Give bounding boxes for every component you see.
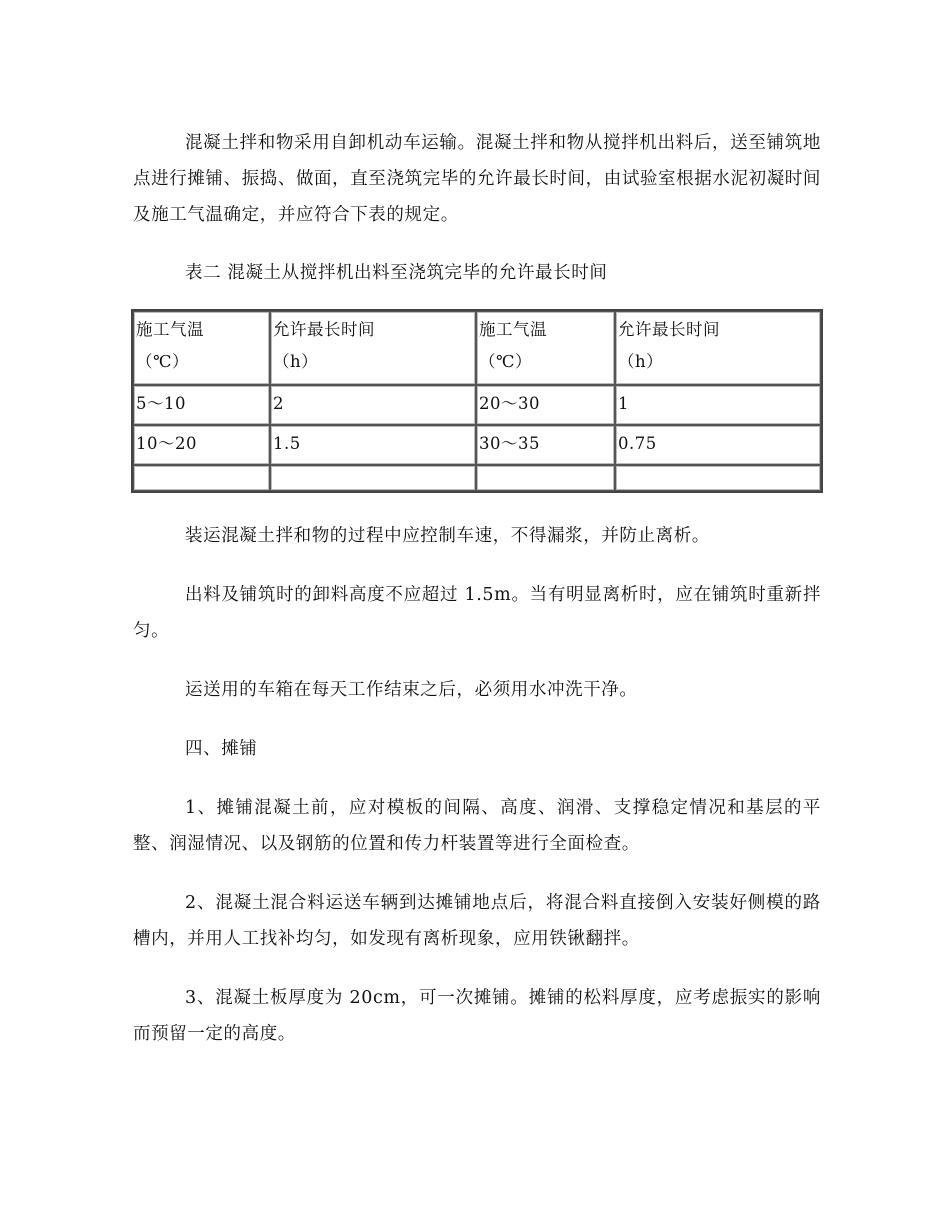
paragraph-transport: 混凝土拌和物采用自卸机动车运输。混凝土拌和物从搅拌机出料后，送至铺筑地点进行摊铺、振捣、做面，直至浇筑完毕的允许最长时间，由试验室根据水泥初凝时间及施工气温确定，并应符合下表的规定。 bbox=[133, 133, 821, 225]
paragraph-unloading-height: 出料及铺筑时的卸料高度不应超过 1.5m。当有明显离析时，应在铺筑时重新拌匀。 bbox=[133, 585, 821, 641]
table-cell bbox=[615, 465, 821, 491]
table-cell bbox=[133, 465, 270, 491]
header-cell-unit: （℃） bbox=[479, 352, 532, 371]
table-cell: 1 bbox=[615, 385, 821, 425]
table-header-row bbox=[133, 311, 821, 385]
header-cell-temperature bbox=[133, 311, 270, 385]
header-cell-line: 施工气温 bbox=[479, 320, 547, 339]
table-cell bbox=[476, 465, 615, 491]
header-cell-allowed-time bbox=[270, 311, 476, 385]
table-cell: 5～10 bbox=[133, 385, 270, 425]
table-cell: 20～30 bbox=[476, 385, 615, 425]
table-row-empty bbox=[133, 465, 821, 491]
paragraph-truck-cleaning: 运送用的车箱在每天工作结束之后，必须用水冲洗干净。 bbox=[185, 680, 638, 700]
paragraph-speed-control: 装运混凝土拌和物的过程中应控制车速，不得漏浆，并防止离析。 bbox=[185, 526, 710, 546]
header-cell-temperature bbox=[476, 311, 615, 385]
table-cell: 2 bbox=[270, 385, 476, 425]
table-caption: 表二 混凝土从搅拌机出料至浇筑完毕的允许最长时间 bbox=[185, 263, 608, 283]
header-cell-line: 施工气温 bbox=[136, 320, 204, 339]
table-row bbox=[133, 425, 821, 465]
paragraph-paving-step-1: 1、摊铺混凝土前，应对模板的间隔、高度、润滑、支撑稳定情况和基层的平整、润湿情况、以及钢筋的位置和传力杆装置等进行全面检查。 bbox=[133, 798, 821, 854]
table-row bbox=[133, 385, 821, 425]
header-cell-line: 允许最长时间 bbox=[273, 320, 375, 339]
table-cell: 0.75 bbox=[615, 425, 821, 465]
header-cell-unit: （℃） bbox=[136, 352, 189, 371]
header-cell-unit: （h） bbox=[273, 352, 319, 371]
header-cell-line: 允许最长时间 bbox=[618, 320, 720, 339]
header-cell-unit: （h） bbox=[618, 352, 664, 371]
paragraph-paving-step-3: 3、混凝土板厚度为 20cm，可一次摊铺。摊铺的松料厚度，应考虑振实的影响而预留一定的高度。 bbox=[133, 988, 821, 1044]
table-cell bbox=[270, 465, 476, 491]
section-heading-paving: 四、摊铺 bbox=[185, 739, 258, 759]
table-cell: 30～35 bbox=[476, 425, 615, 465]
table-cell: 10～20 bbox=[133, 425, 270, 465]
allowed-time-table bbox=[131, 309, 823, 493]
table-cell: 1.5 bbox=[270, 425, 476, 465]
header-cell-allowed-time bbox=[615, 311, 821, 385]
paragraph-paving-step-2: 2、混凝土混合料运送车辆到达摊铺地点后，将混合料直接倒入安装好侧模的路槽内，并用人工找补均匀，如发现有离析现象，应用铁锹翻拌。 bbox=[133, 893, 821, 949]
